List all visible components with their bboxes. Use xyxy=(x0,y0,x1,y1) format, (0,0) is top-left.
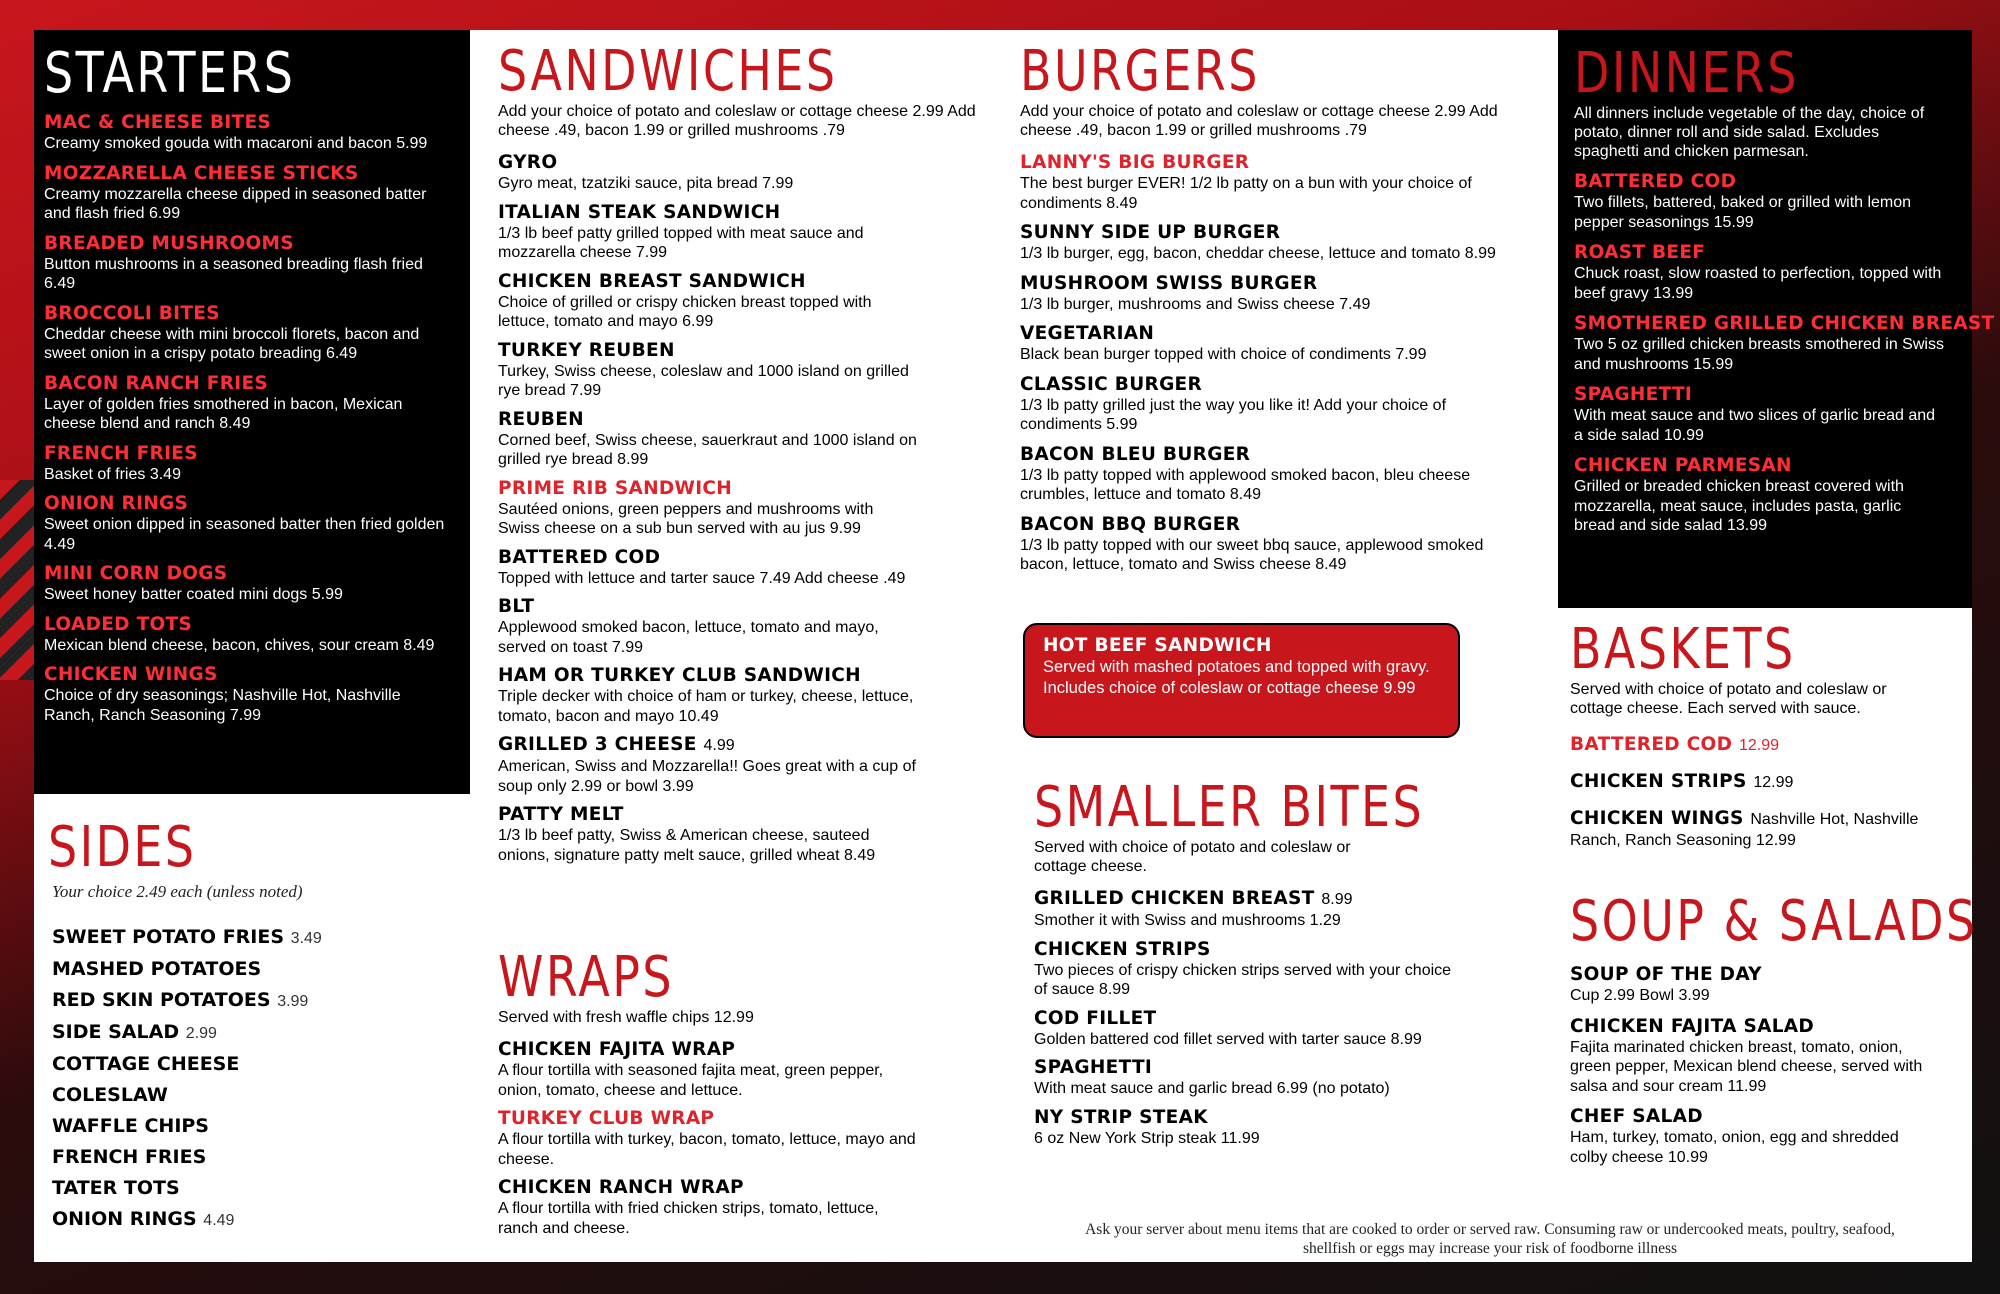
smaller-bites-panel xyxy=(1034,775,1494,1180)
side-item xyxy=(52,1142,470,1173)
item-description: 1/3 lb burger, mushrooms and Swiss cheese 7.49 xyxy=(1020,295,1371,313)
menu-item xyxy=(1020,444,1520,505)
item-description: Grilled or breaded chicken breast covered with mozzarella, meat sauce, includes pasta, garlic bread and side salad 13.99 xyxy=(1574,478,1904,534)
item-name-text: BATTERED COD xyxy=(1570,734,1733,755)
side-item-name: WAFFLE CHIPS xyxy=(52,1115,209,1137)
item-name-text: SUNNY SIDE UP BURGER xyxy=(1020,222,1281,243)
item-description: Two 5 oz grilled chicken breasts smothered in Swiss and mushrooms 15.99 xyxy=(1574,336,1944,373)
menu-item xyxy=(1570,964,1970,1006)
burgers-title: BURGERS xyxy=(1020,39,1260,104)
item-name xyxy=(498,271,1018,293)
menu-item xyxy=(1570,808,1970,851)
side-item xyxy=(52,1204,470,1236)
menu-item xyxy=(1574,455,1972,536)
item-name-text: CHICKEN FAJITA WRAP xyxy=(498,1039,736,1060)
item-description: A flour tortilla with seasoned fajita meat, green pepper, onion, tomato, cheese and lettuce. xyxy=(498,1062,884,1099)
menu-item xyxy=(1020,514,1520,575)
item-description: Corned beef, Swiss cheese, sauerkraut and 1000 island on grilled rye bread 8.99 xyxy=(498,431,917,468)
menu-item xyxy=(1020,152,1520,213)
item-name xyxy=(498,202,1018,224)
item-name xyxy=(498,547,1018,569)
smaller-bites-list xyxy=(1034,888,1494,1148)
side-item-price: 4.49 xyxy=(203,1212,235,1229)
item-name xyxy=(1020,222,1520,244)
starters-list xyxy=(44,112,470,725)
menu-item xyxy=(498,271,1018,332)
item-name xyxy=(1574,455,1972,477)
item-name xyxy=(1034,1008,1494,1030)
side-item-name: COTTAGE CHEESE xyxy=(52,1053,240,1075)
menu-item xyxy=(44,443,470,485)
item-description: American, Swiss and Mozzarella!! Goes great with a cup of soup only 2.99 or bowl 3.99 xyxy=(498,758,916,795)
burgers-list xyxy=(1020,152,1520,575)
side-item xyxy=(52,954,470,985)
raw-food-disclaimer: Ask your server about menu items that are cooked to order or served raw. Consuming raw or undercooked meats, poultry, seafood, shellfish or eggs may increase your risk of foodborne illness xyxy=(1085,1221,1895,1257)
dinners-list xyxy=(1574,171,1995,536)
menu-item xyxy=(498,734,1018,796)
item-name xyxy=(44,233,470,255)
item-description: 6 oz New York Strip steak 11.99 xyxy=(1034,1129,1260,1147)
item-name xyxy=(44,563,470,585)
item-name xyxy=(498,152,1018,174)
item-name-text: CHEF SALAD xyxy=(1570,1106,1703,1127)
sandwiches-intro: Add your choice of potato and coleslaw or cottage cheese 2.99 Add cheese .49, bacon 1.99 or grilled mushrooms .79 xyxy=(498,103,976,139)
item-name xyxy=(1034,1057,1494,1079)
soups-title: SOUP & SALADS xyxy=(1570,889,1978,954)
item-name xyxy=(1020,152,1520,174)
item-name-text: CHICKEN WINGS xyxy=(1570,808,1744,829)
item-name-text: VEGETARIAN xyxy=(1020,323,1155,344)
menu-item xyxy=(44,664,470,725)
menu-item xyxy=(498,478,1018,539)
item-name xyxy=(1570,1016,1970,1038)
item-name-text: PATTY MELT xyxy=(498,804,624,825)
item-name-text: MAC & CHEESE BITES xyxy=(44,112,272,133)
dinners-intro: All dinners include vegetable of the day, choice of potato, dinner roll and side salad. Excludes spaghetti and chicken parmesan. xyxy=(1574,105,1925,160)
item-price: 4.99 xyxy=(703,737,735,754)
side-item xyxy=(52,1049,470,1080)
item-name xyxy=(1020,514,1520,536)
wraps-title: WRAPS xyxy=(498,945,675,1010)
side-item xyxy=(52,1017,470,1049)
item-name xyxy=(44,163,470,185)
item-description: Cup 2.99 Bowl 3.99 xyxy=(1570,987,1710,1004)
item-name xyxy=(44,614,470,636)
item-name xyxy=(498,340,1018,362)
sandwiches-panel xyxy=(498,39,1018,944)
menu-item xyxy=(1570,734,1970,757)
side-item-price: 3.49 xyxy=(290,930,322,947)
menu-item xyxy=(1574,242,1972,303)
item-name-text: GYRO xyxy=(498,152,558,173)
menu-item xyxy=(44,163,470,224)
item-description: Black bean burger topped with choice of condiments 7.99 xyxy=(1020,346,1427,363)
sides-list xyxy=(48,922,470,1236)
menu-item xyxy=(498,1177,978,1238)
item-name-text: ONION RINGS xyxy=(44,493,189,514)
item-name xyxy=(1020,273,1520,295)
item-description: Triple decker with choice of ham or turkey, cheese, lettuce, tomato, bacon and mayo 10.49 xyxy=(498,688,914,725)
item-description: Creamy smoked gouda with macaroni and bacon 5.99 xyxy=(44,135,428,152)
item-name xyxy=(1020,323,1520,345)
item-name xyxy=(1570,734,1970,757)
item-name-text: SOUP OF THE DAY xyxy=(1570,964,1762,985)
menu-item xyxy=(498,547,1018,589)
side-item-price: 3.99 xyxy=(277,993,309,1010)
item-name xyxy=(44,493,470,515)
item-name-text: ROAST BEEF xyxy=(1574,242,1706,263)
item-description: Choice of grilled or crispy chicken breast topped with lettuce, tomato and mayo 6.99 xyxy=(498,293,872,330)
dinners-panel xyxy=(1558,30,1995,608)
menu-item xyxy=(44,614,470,656)
item-name xyxy=(498,734,1018,757)
menu-item xyxy=(1574,313,1995,374)
item-description: A flour tortilla with turkey, bacon, tomato, lettuce, mayo and cheese. xyxy=(498,1131,916,1168)
baskets-intro: Served with choice of potato and coleslaw or cottage cheese. Each served with sauce. xyxy=(1570,681,1887,717)
menu-item xyxy=(498,596,1018,657)
item-name-text: GRILLED CHICKEN BREAST xyxy=(1034,888,1315,909)
side-item-name: COLESLAW xyxy=(52,1084,168,1106)
menu-item xyxy=(44,563,470,605)
item-name-text: TURKEY CLUB WRAP xyxy=(498,1108,715,1129)
item-description: Sautéed onions, green peppers and mushrooms with Swiss cheese on a sub bun served with au jus 9.99 xyxy=(498,500,874,537)
item-name xyxy=(1034,888,1494,911)
item-description: Ranch, Ranch Seasoning 12.99 xyxy=(1570,832,1796,849)
hot-beef-desc: Served with mashed potatoes and topped with gravy. Includes choice of coleslaw or cottage cheese 9.99 xyxy=(1043,658,1430,697)
side-item xyxy=(52,1080,470,1111)
item-description: Topped with lettuce and tarter sauce 7.49 Add cheese .49 xyxy=(498,569,906,587)
item-name xyxy=(1574,242,1972,264)
sides-panel xyxy=(34,812,470,1252)
item-name-text: BACON RANCH FRIES xyxy=(44,372,269,394)
item-description: 1/3 lb beef patty grilled topped with meat sauce and mozzarella cheese 7.99 xyxy=(498,224,864,261)
item-description: Basket of fries 3.49 xyxy=(44,465,181,483)
item-name xyxy=(44,112,470,134)
menu-item xyxy=(1020,222,1520,264)
menu-item xyxy=(44,303,470,364)
item-name xyxy=(1574,313,1995,335)
item-name-text: CHICKEN BREAST SANDWICH xyxy=(498,270,806,292)
item-name-text: MOZZARELLA CHEESE STICKS xyxy=(44,162,359,184)
sandwiches-title: SANDWICHES xyxy=(498,39,838,104)
item-name xyxy=(1570,771,1970,794)
menu-item xyxy=(498,1108,978,1169)
item-name-text: MINI CORN DOGS xyxy=(44,563,228,584)
menu-item xyxy=(498,202,1018,263)
item-name-text: PRIME RIB SANDWICH xyxy=(498,477,733,499)
starters-panel xyxy=(34,30,470,794)
item-name xyxy=(1574,384,1972,406)
wraps-intro: Served with fresh waffle chips 12.99 xyxy=(498,1009,754,1026)
item-name xyxy=(498,804,1018,826)
menu-item xyxy=(44,112,470,154)
item-description: Ham, turkey, tomato, onion, egg and shredded colby cheese 10.99 xyxy=(1570,1129,1899,1166)
item-price: 12.99 xyxy=(1738,737,1780,754)
item-description: Golden battered cod fillet served with tarter sauce 8.99 xyxy=(1034,1030,1422,1048)
item-description: Layer of golden fries smothered in bacon, Mexican cheese blend and ranch 8.49 xyxy=(44,395,403,432)
item-name xyxy=(498,409,1018,431)
item-name-text: BREADED MUSHROOMS xyxy=(44,232,294,254)
side-item-name: SIDE SALAD xyxy=(52,1021,180,1043)
item-name xyxy=(498,1108,978,1130)
item-name-text: NY STRIP STEAK xyxy=(1034,1106,1208,1128)
menu-item xyxy=(1034,1107,1494,1149)
item-description: Turkey, Swiss cheese, coleslaw and 1000 island on grilled rye bread 7.99 xyxy=(498,362,909,399)
item-name xyxy=(498,478,1018,500)
burgers-panel xyxy=(1020,39,1520,604)
menu-item xyxy=(1034,1008,1494,1050)
item-name xyxy=(44,303,470,325)
item-description: Sweet honey batter coated mini dogs 5.99 xyxy=(44,586,343,603)
item-name-text: COD FILLET xyxy=(1034,1007,1157,1029)
hot-beef-callout xyxy=(1023,623,1460,738)
item-name-text: CHICKEN WINGS xyxy=(44,664,218,685)
item-name xyxy=(1570,1106,1970,1128)
item-name-text: ITALIAN STEAK SANDWICH xyxy=(498,201,781,223)
menu-item xyxy=(44,493,470,554)
baskets-panel xyxy=(1570,617,1970,882)
item-description: 1/3 lb patty grilled just the way you like it! Add your choice of condiments 5.99 xyxy=(1020,396,1447,433)
item-name xyxy=(498,1177,978,1199)
item-description: Chuck roast, slow roasted to perfection, topped with beef gravy 13.99 xyxy=(1574,265,1942,302)
side-item xyxy=(52,1173,470,1204)
item-name xyxy=(1034,939,1494,961)
item-name xyxy=(1570,808,1970,831)
item-name-text: REUBEN xyxy=(498,408,584,430)
item-name-text: SPAGHETTI xyxy=(1574,384,1693,405)
item-name-text: CHICKEN STRIPS xyxy=(1570,771,1747,792)
item-name xyxy=(1020,374,1520,396)
item-description: With meat sauce and two slices of garlic bread and a side salad 10.99 xyxy=(1574,407,1936,444)
item-name-text: FRENCH FRIES xyxy=(44,442,198,464)
smaller-bites-intro: Served with choice of potato and coleslaw or cottage cheese. xyxy=(1034,839,1351,875)
menu-item xyxy=(498,152,1018,194)
item-name xyxy=(1034,1107,1494,1129)
burgers-intro: Add your choice of potato and coleslaw or cottage cheese 2.99 Add cheese .49, bacon 1.99 or grilled mushrooms .79 xyxy=(1020,103,1498,139)
baskets-title: BASKETS xyxy=(1570,617,1796,682)
menu-item xyxy=(1034,888,1494,931)
sandwiches-list xyxy=(498,152,1018,865)
menu-item xyxy=(44,373,470,434)
item-description: Smother it with Swiss and mushrooms 1.29 xyxy=(1034,912,1341,929)
item-description: Sweet onion dipped in seasoned batter then fried golden 4.49 xyxy=(44,516,445,553)
menu-item xyxy=(1570,1106,1970,1167)
side-item-name: MASHED POTATOES xyxy=(52,958,262,980)
item-name-text: LANNY'S BIG BURGER xyxy=(1020,152,1250,173)
item-name xyxy=(1020,444,1520,466)
item-name-text: BROCCOLI BITES xyxy=(44,302,220,324)
item-description: Two pieces of crispy chicken strips served with your choice of sauce 8.99 xyxy=(1034,961,1452,998)
side-item xyxy=(52,985,470,1017)
sides-title: SIDES xyxy=(48,815,197,880)
item-name xyxy=(44,664,470,686)
item-name-text: MUSHROOM SWISS BURGER xyxy=(1020,272,1318,294)
item-price: 8.99 xyxy=(1321,891,1353,908)
menu-item xyxy=(44,233,470,294)
item-name-text: CLASSIC BURGER xyxy=(1020,373,1203,395)
menu-item xyxy=(498,665,1018,726)
item-description: Button mushrooms in a seasoned breading flash fried 6.49 xyxy=(44,255,423,292)
item-description: Applewood smoked bacon, lettuce, tomato and mayo, served on toast 7.99 xyxy=(498,619,879,656)
item-description: Gyro meat, tzatziki sauce, pita bread 7.99 xyxy=(498,175,794,192)
item-name-text: SMOTHERED GRILLED CHICKEN BREAST xyxy=(1574,313,1995,334)
dinners-title: DINNERS xyxy=(1574,41,1799,106)
side-item-name: RED SKIN POTATOES xyxy=(52,989,271,1011)
item-description: Choice of dry seasonings; Nashville Hot, Nashville Ranch, Ranch Seasoning 7.99 xyxy=(44,687,401,724)
item-description: Creamy mozzarella cheese dipped in seasoned batter and flash fried 6.99 xyxy=(44,185,427,222)
menu-item xyxy=(1020,323,1520,365)
side-item-name: FRENCH FRIES xyxy=(52,1146,207,1168)
menu-item xyxy=(1570,1016,1970,1097)
hot-beef-name: HOT BEEF SANDWICH xyxy=(1043,635,1272,656)
item-description: 1/3 lb patty topped with applewood smoked bacon, bleu cheese crumbles, lettuce and tomato 8.49 xyxy=(1020,466,1471,503)
item-name-text: BACON BBQ BURGER xyxy=(1020,513,1241,535)
menu-item xyxy=(498,804,1018,865)
item-name-text: HAM OR TURKEY CLUB SANDWICH xyxy=(498,665,861,686)
item-description: 1/3 lb patty topped with our sweet bbq sauce, applewood smoked bacon, lettuce, tomato and Swiss cheese 8.49 xyxy=(1020,536,1484,573)
item-name-text: CHICKEN RANCH WRAP xyxy=(498,1177,744,1198)
baskets-list xyxy=(1570,734,1970,851)
item-name xyxy=(1570,964,1970,986)
item-name xyxy=(44,373,470,395)
menu-item xyxy=(1574,171,1972,232)
item-name-text: GRILLED 3 CHEESE xyxy=(498,734,697,755)
item-name xyxy=(498,665,1018,687)
menu-item xyxy=(1574,384,1972,445)
side-item xyxy=(52,922,470,954)
item-name xyxy=(498,596,1018,618)
starters-title: STARTERS xyxy=(44,41,296,106)
item-name xyxy=(44,443,470,465)
item-name-text: BATTERED COD xyxy=(1574,171,1737,192)
item-price: Nashville Hot, Nashville xyxy=(1750,811,1919,828)
item-description: Fajita marinated chicken breast, tomato, onion, green pepper, Mexican blend cheese, served with salsa and sour cream 11.99 xyxy=(1570,1038,1923,1095)
item-name-text: SPAGHETTI xyxy=(1034,1057,1153,1078)
side-item-price: 2.99 xyxy=(185,1025,217,1042)
item-description: 1/3 lb beef patty, Swiss & American cheese, sauteed onions, signature patty melt sauce, grilled wheat 8.49 xyxy=(498,827,876,864)
item-description: Two fillets, battered, baked or grilled with lemon pepper seasonings 15.99 xyxy=(1574,194,1912,231)
item-name-text: CHICKEN FAJITA SALAD xyxy=(1570,1015,1815,1037)
smaller-bites-title: SMALLER BITES xyxy=(1034,775,1425,840)
item-description: Mexican blend cheese, bacon, chives, sour cream 8.49 xyxy=(44,636,435,654)
sides-note: Your choice 2.49 each (unless noted) xyxy=(52,882,303,901)
menu-item xyxy=(498,409,1018,470)
item-description: Cheddar cheese with mini broccoli florets, bacon and sweet onion in a crispy potato breading 6.49 xyxy=(44,325,420,362)
item-description: A flour tortilla with fried chicken strips, tomato, lettuce, ranch and cheese. xyxy=(498,1200,879,1237)
side-item-name: TATER TOTS xyxy=(52,1177,180,1199)
side-item-name: SWEET POTATO FRIES xyxy=(52,926,285,948)
item-name-text: BLT xyxy=(498,596,535,617)
item-description: With meat sauce and garlic bread 6.99 (no potato) xyxy=(1034,1080,1390,1097)
soups-panel xyxy=(1570,889,1978,1194)
wraps-list xyxy=(498,1039,978,1238)
item-name xyxy=(1574,171,1972,193)
item-name-text: TURKEY REUBEN xyxy=(498,339,675,361)
soups-list xyxy=(1570,964,1970,1167)
item-name-text: LOADED TOTS xyxy=(44,613,193,635)
item-name-text: BATTERED COD xyxy=(498,546,661,568)
menu-item xyxy=(498,340,1018,401)
side-item-name: ONION RINGS xyxy=(52,1208,197,1230)
menu-item xyxy=(1034,939,1494,1000)
item-name-text: BACON BLEU BURGER xyxy=(1020,443,1251,465)
menu-item xyxy=(1570,771,1970,794)
menu-item xyxy=(498,1039,978,1100)
side-item xyxy=(52,1111,470,1142)
menu-item xyxy=(1034,1057,1494,1099)
menu-item xyxy=(1020,374,1520,435)
item-name xyxy=(498,1039,978,1061)
item-description: The best burger EVER! 1/2 lb patty on a bun with your choice of condiments 8.49 xyxy=(1020,175,1472,212)
item-description: 1/3 lb burger, egg, bacon, cheddar cheese, lettuce and tomato 8.99 xyxy=(1020,245,1496,262)
item-name-text: CHICKEN PARMESAN xyxy=(1574,455,1792,476)
menu-item xyxy=(1020,273,1520,315)
wraps-panel xyxy=(498,945,978,1250)
item-price: 12.99 xyxy=(1753,774,1794,791)
item-name-text: CHICKEN STRIPS xyxy=(1034,938,1211,960)
